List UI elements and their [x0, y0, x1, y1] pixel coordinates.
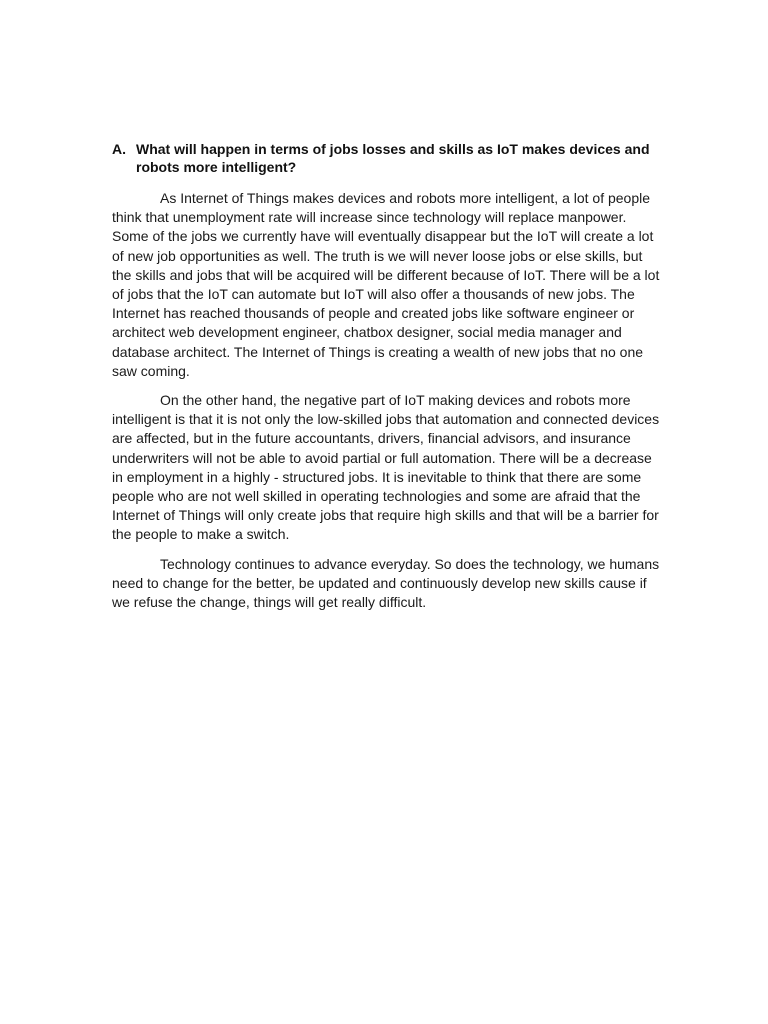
question-text: What will happen in terms of jobs losses and skills as IoT makes devices and robots more intelligent?: [136, 141, 650, 175]
question-heading: [112, 140, 672, 176]
paragraph-1: As Internet of Things makes devices and robots more intelligent, a lot of people think that unemployment rate will increase since technology will replace manpower. Some of the jobs we currently have will eventually disappear but the IoT will create a lot of new job opportunities as well. The truth is we will never loose jobs or else skills, but the skills and jobs that will be acquired will be different because of IoT. There will be a lot of jobs that the IoT can automate but IoT will also offer a thousands of new jobs. The Internet has reached thousands of people and created jobs like software engineer or architect web development engineer, chatbox designer, social media manager and database architect. The Internet of Things is creating a wealth of new jobs that no one saw coming.: [112, 190, 660, 379]
paragraph-2: On the other hand, the negative part of IoT making devices and robots more intelligent is that it is not only the low-skilled jobs that automation and connected devices are affected, but in the future accountants, drivers, financial advisors, and insurance underwriters will not be able to avoid partial or full automation. There will be a decrease in employment in a highly - structured jobs. It is inevitable to think that there are some people who are not well skilled in operating technologies and some are afraid that the Internet of Things will only create jobs that require high skills and that will be a barrier for the people to make a switch.: [112, 392, 660, 543]
answer-body: [112, 189, 664, 622]
paragraph-3: Technology continues to advance everyday. So does the technology, we humans need to change for the better, be updated and continuously develop new skills cause if we refuse the change, things will get really difficult.: [112, 555, 660, 611]
question-marker: A.: [112, 141, 126, 157]
